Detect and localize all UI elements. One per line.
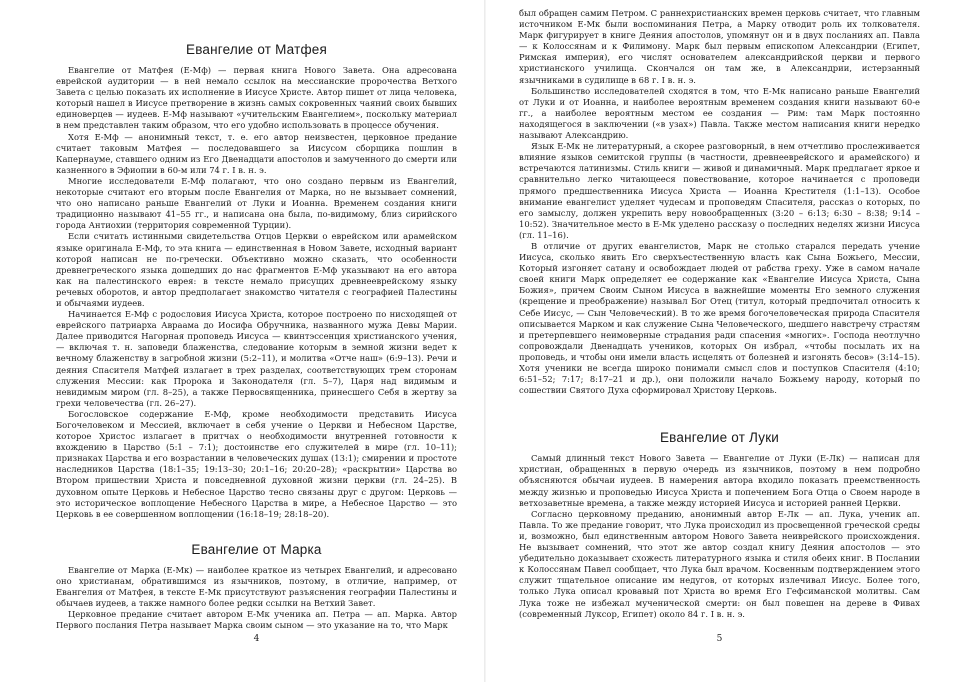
paragraph: Хотя Е-Мф — анонимный текст, т. е. его автор неизвестен, церковное предание считает таковым Матфея — последовавшего за Иисусом сборщика пошлин в Капернауме, ставшего одним из Его Двенадцати апостолов и замученного до смерти или казненного в Эфиопии в 60-м или 74 г. I в. н. э. (56, 131, 457, 175)
section-spacer (519, 396, 920, 430)
right-page (485, 0, 970, 682)
paragraph: Согласно церковному преданию, анонимный автор Е-Лк — ап. Лука, ученик ап. Павла. То же предание говорит, что Лука происходил из просвещенной греческой среды и, возможно, был единственным автором Нового Завета неиврейского происхождения. Не вызывает сомнений, что этот же автор создал книгу Деяния апостолов — это убедительно доказывает схожесть литературного языка и стиля обеих книг. В Послании к Колоссянам Павел сообщает, что Лука был врачом. Косвенным подтверждением этого служит тщательное описание им недугов, от которых излечивал Иисус. Более того, только Лука описал кровавый пот Христа во время Его Гефсиманской молитвы. Сам Лука тоже не избежал мученической смерти: он был повешен на дереве в Фивах (современный Луксор, Египет) около 84 г. I в. н. э. (519, 508, 920, 619)
page-number-left: 4 (253, 634, 260, 644)
paragraph: В отличие от других евангелистов, Марк не столько старался передать учение Иисуса, сколько явить Его сверхъестественную власть как Сына Божьего, Мессии, Который изгоняет сатану и освобождает людей от рабства греху. Уже в самом начале своей книги Марк определяет ее содержание как «Евангелие Иисуса Христа, Сына Божия», причем Своим Сыном Иисуса в важнейшие моменты Его земного служения (крещение и преображение) называл Бог Отец (титул, который предпочитал относить к Себе Иисус, — Сын Человеческий). В то же время богочеловеческая природа Спасителя описывается Марком и как служение Сына Человеческого, шедшего навстречу страстям и претерпевшего неимоверные страдания ради спасения «многих». Господа неотлучно сопровождали Двенадцать учеников, которых Он избрал, «чтобы посылать их на проповедь, и чтобы они имели власть исцелять от болезней и изгонять бесов» (3:14–15). Хотя ученики не всегда широко понимали смысл слов и поступков Спасителя (4:10; 6:51–52; 7:17; 8:17–21 и др.), они положили начало Божьему народу, который по сошествии Святого Духа сформировал Христову Церковь. (519, 240, 920, 396)
paragraph: Многие исследователи Е-Мф полагают, что оно создано первым из Евангелий, некоторые считают его вторым после Евангелия от Марка, но не вызывает сомнений, что оно написано раньше Евангелий от Луки и Иоанна. Временем создания книги традиционно называют 41–55 гг., и написана она была, по-видимому, близ сирийского города Антиохии (территория современной Турции). (56, 175, 457, 231)
page-number-right: 5 (716, 634, 723, 644)
paragraph-continued: был обращен самим Петром. С раннехристианских времен церковь считает, что главным источником Е-Мк были воспоминания Петра, а Марку отводит роль их толкователя. Марк фигурирует в книге Деяния апостолов, упомянут он и в двух посланиях ап. Павла — к Колоссянам и к Филимону. Марк был первым епископом Александрии (Египет, Римская империя), его числят основателем александрийской церкви и первого христианского училища. Скончался он там же, в Александрии, истерзанный язычниками в судилище в 68 г. I в. н. э. (519, 8, 920, 85)
paragraph: Начинается Е-Мф с родословия Иисуса Христа, которое построено по нисходящей от еврейского патриарха Авраама до Иосифа Обручника, названного мужа Девы Марии. Далее приводится Нагорная проповедь Иисуса — квинтэссенция христианского учения, — включая т. н. заповеди блаженства, следование которым в земной жизни ведет к вечному блаженству в загробной жизни (5:2–11), и молитва «Отче наш» (6:9–13). Речи и деяния Спасителя Матфей излагает в трех разделах, соответствующих трем сторонам служения Мессии: как Пророка и Законодателя (гл. 5–7), Царя над видимым и невидимым миром (гл. 8–25), а также Первосвященника, принесшего Себя в жертву за грехи человечества (гл. 26–27). (56, 309, 457, 408)
paragraph: Евангелие от Марка (Е-Мк) — наиболее краткое из четырех Евангелий, и адресовано оно христианам, обратившимся из язычников, поэтому, в отличие, например, от Евангелия от Матфея, в тексте Е-Мк присутствуют разъяснения географии Палестины и обычаев иудеев, а также намного более редки ссылки на Ветхий Завет. (56, 564, 457, 609)
section-title-matthew: Евангелие от Матфея (185, 42, 327, 57)
paragraph: Евангелие от Матфея (Е-Мф) — первая книга Нового Завета. Она адресована еврейской аудитории — в ней немало ссылок на мессианские пророчества Ветхого Завета с целью показать их исполнение в Иисусе Христе. Автор пишет от лица человека, который нашел в Иисусе претворение в жизнь самых сокровенных чаяний своих бывших единоверцев — иудеев. Е-Мф называют «учительским Евангелием», поскольку материал в нем представлен таким образом, что его удобно использовать в процессе обучения. (56, 65, 457, 131)
section-spacer (56, 520, 457, 542)
paragraph: Большинство исследователей сходятся в том, что Е-Мк написано раньше Евангелий от Луки и от Иоанна, и наиболее вероятным временем создания книги называют 60-е гг., а наиболее вероятным местом ее создания — Рим: там Марк постоянно находящегося в заключении («в узах») Павла. Также местом написания книги нередко называют Александрию. (519, 85, 920, 141)
paragraph: Если считать истинными свидетельства Отцов Церкви о еврейском или арамейском языке оригинала Е-Мф, то эта книга — единственная в Новом Завете, исходный вариант которой написан не по-гречески. Объективно можно сказать, что особенности древнегреческого языка дошедших до нас фрагментов Е-Мф указывают на его автора как на палестинского еврея: в тексте немало присущих древнееврейскому языку речевых оборотов, и автор предполагает знакомство читателя с географией Палестины и обычаями иудеев. (56, 231, 457, 308)
paragraph: Богословское содержание Е-Мф, кроме необходимости представить Иисуса Богочеловеком и Мессией, включает в себя учение о Церкви и Небесном Царстве, которое Христос излагает в притчах о необходимости внутренней готовности к вхождению в Царство (5:1 – 7:1); достоинстве его служителей в мире (гл. 10–11); признаках Царства и его возрастании в человеческих душах (13:1); смирении и простоте наследников Царства (18:1–35; 19:13–30; 20:1–16; 20:20–28); «раскрытии» Царства во Втором пришествии Христа и повседневной духовной жизни церкви (гл. 24–25). В духовном опыте Церковь и Небесное Царство тесно связаны друг с другом: Церковь — это историческое воплощение Небесного Царства в мире, а Небесное Царство — это Церковь в ее совершенном воплощении (16:18–19; 28:18–20). (56, 408, 457, 519)
paragraph: Язык Е-Мк не литературный, а скорее разговорный, в нем отчетливо прослеживается влияние языков семитской группы (в частности, древнееврейского и арамейского) и встречаются латинизмы. Стиль книги — живой и динамичный. Марк предлагает яркое и сравнительно легко читающееся повествование, которое начинается с проповеди прямого предшественника Иисуса Христа — Иоанна Крестителя (1:1–13). Особое внимание евангелист уделяет чудесам и проповедям Спасителя, рассказ о которых, по его замыслу, должен укрепить веру новообращенных (3:20 – 6:13; 6:30 – 8:38; 9:14 – 10:52). Значительное место в Е-Мк уделено рассказу о последних неделях жизни Иисуса (гл. 11–16). (519, 141, 920, 240)
paragraph: Церковное предание считает автором Е-Мк ученика ап. Петра — ап. Марка. Автор Первого послания Петра называет Марка своим сыном — это указание на то, что Марк (56, 609, 457, 631)
section-title-luke: Евангелие от Луки (659, 430, 780, 446)
section-title-mark: Евангелие от Марка (191, 541, 322, 557)
paragraph: Самый длинный текст Нового Завета — Евангелие от Луки (Е-Лк) — написан для христиан, обращенных в первую очередь из язычников, поэтому в нем подробно объясняются обычаи иудеев. В намерения автора входило показать преемственность между жизнью и проповедью Иисуса Христа и попечением Бога Отца о Своем народе в ветхозаветные времена, а также между историей Иисуса и историей ранней Церкви. (519, 453, 920, 508)
